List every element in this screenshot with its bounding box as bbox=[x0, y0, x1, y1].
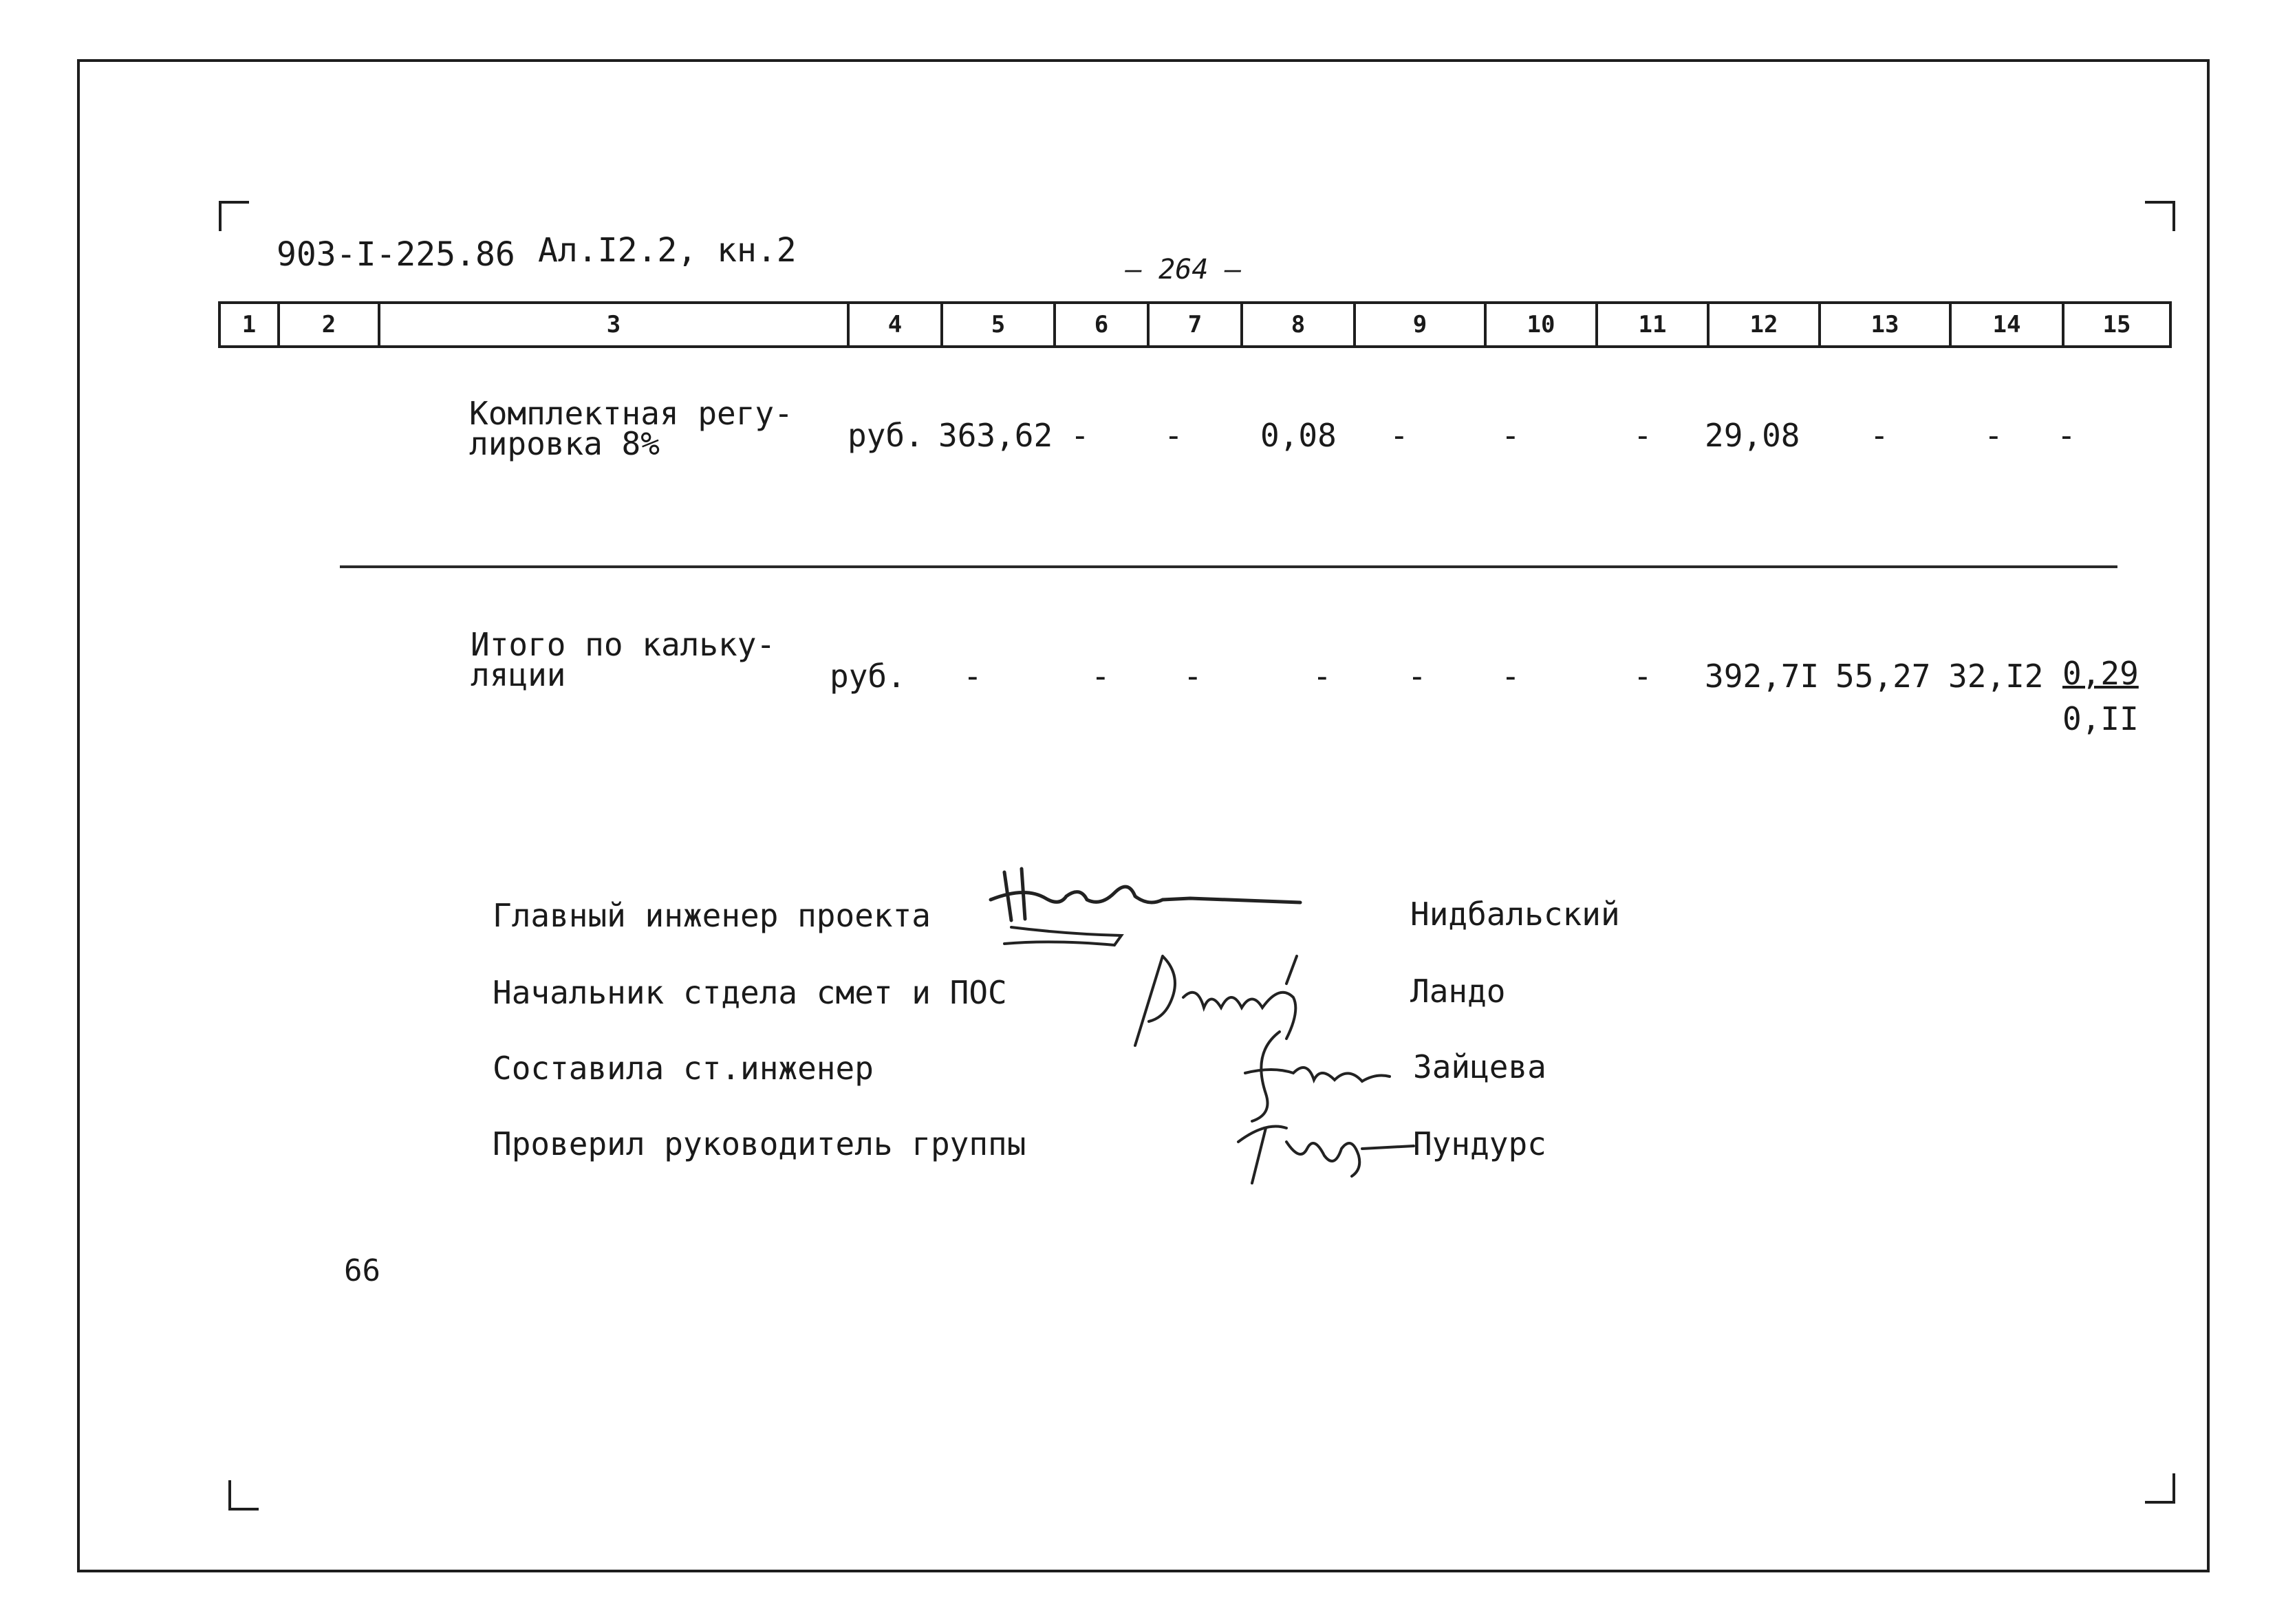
column-header: 6 bbox=[1056, 304, 1150, 345]
signature-role: Составила ст.инженер bbox=[493, 1050, 874, 1087]
column-header: 10 bbox=[1487, 304, 1598, 345]
signature-role: Проверил руководитель группы bbox=[493, 1125, 1026, 1162]
album-reference: Ал.I2.2, кн.2 bbox=[538, 231, 797, 270]
row-2-col-15-top: 0,29 bbox=[2062, 655, 2139, 692]
row-1-col-14: - bbox=[1984, 417, 2003, 454]
row-2-col-8: - bbox=[1313, 658, 1332, 695]
signature-name: Зайцева bbox=[1413, 1048, 1546, 1085]
page-frame bbox=[77, 59, 2210, 1572]
page-number: — 264 — bbox=[1125, 254, 1242, 285]
row-1-col-6: - bbox=[1070, 417, 1090, 454]
column-header: 5 bbox=[943, 304, 1056, 345]
row-1-col-15: - bbox=[2057, 417, 2076, 454]
row-1-name-line-1: Комплектная регу- bbox=[469, 395, 793, 432]
row-2-col-7: - bbox=[1183, 658, 1203, 695]
row-2-col-14: 32,I2 bbox=[1948, 658, 2044, 695]
signature-role: Главный инженер проекта bbox=[493, 897, 931, 934]
row-1-col-13: - bbox=[1870, 417, 1889, 454]
document-code: 903-I-225.86 bbox=[277, 235, 515, 274]
row-2-col-5: - bbox=[963, 658, 982, 695]
corner-mark-top-left bbox=[219, 201, 249, 231]
column-header: 15 bbox=[2102, 311, 2131, 338]
row-1-col-11: - bbox=[1633, 417, 1652, 454]
row-1-col-8: 0,08 bbox=[1260, 417, 1337, 454]
handwritten-signature-4 bbox=[1225, 1107, 1417, 1193]
column-header: 2 bbox=[280, 304, 380, 345]
column-header: 14 bbox=[1952, 304, 2064, 345]
column-header: 1 bbox=[221, 304, 280, 345]
page-mark: 66 bbox=[344, 1253, 380, 1288]
total-separator-line bbox=[340, 565, 2117, 568]
row-1-col-5: 363,62 bbox=[938, 417, 1053, 454]
row-1-col-9: - bbox=[1390, 417, 1409, 454]
row-2-col-6: - bbox=[1091, 658, 1110, 695]
row-1-col-12: 29,08 bbox=[1705, 417, 1800, 454]
row-2-col-15-bottom: 0,II bbox=[2062, 700, 2139, 737]
column-header: 7 bbox=[1150, 304, 1243, 345]
row-2-col-13: 55,27 bbox=[1835, 658, 1931, 695]
row-2-col-10: - bbox=[1501, 658, 1520, 695]
column-header: 13 bbox=[1821, 304, 1952, 345]
column-header: 4 bbox=[850, 304, 943, 345]
row-1-unit: руб. bbox=[848, 417, 924, 454]
signature-name: Пундурс bbox=[1413, 1125, 1546, 1162]
column-header: 11 bbox=[1598, 304, 1710, 345]
corner-mark-top-right bbox=[2145, 201, 2175, 231]
row-2-col-11: - bbox=[1633, 658, 1652, 695]
column-header: 9 bbox=[1356, 304, 1487, 345]
column-header: 12 bbox=[1710, 304, 1821, 345]
row-1-name-line-2: лировка 8% bbox=[469, 425, 660, 462]
row-2-name-line-2: ляции bbox=[471, 656, 566, 693]
row-2-name-line-1: Итого по кальку- bbox=[471, 626, 776, 663]
corner-mark-bottom-right bbox=[2145, 1473, 2175, 1504]
row-2-col-12: 392,7I bbox=[1705, 658, 1820, 695]
corner-mark-bottom-left bbox=[228, 1480, 259, 1511]
signature-name: Ландо bbox=[1410, 973, 1506, 1010]
row-2-unit: руб. bbox=[830, 658, 906, 695]
column-number-strip bbox=[218, 301, 2172, 348]
signature-role: Начальник стдела смет и ПОС bbox=[493, 974, 1007, 1011]
column-header: 3 bbox=[380, 304, 850, 345]
row-1-col-7: - bbox=[1164, 417, 1183, 454]
row-2-col-9: - bbox=[1408, 658, 1427, 695]
column-header: 8 bbox=[1243, 304, 1356, 345]
signature-name: Нидбальский bbox=[1410, 896, 1620, 933]
row-1-col-10: - bbox=[1501, 417, 1520, 454]
